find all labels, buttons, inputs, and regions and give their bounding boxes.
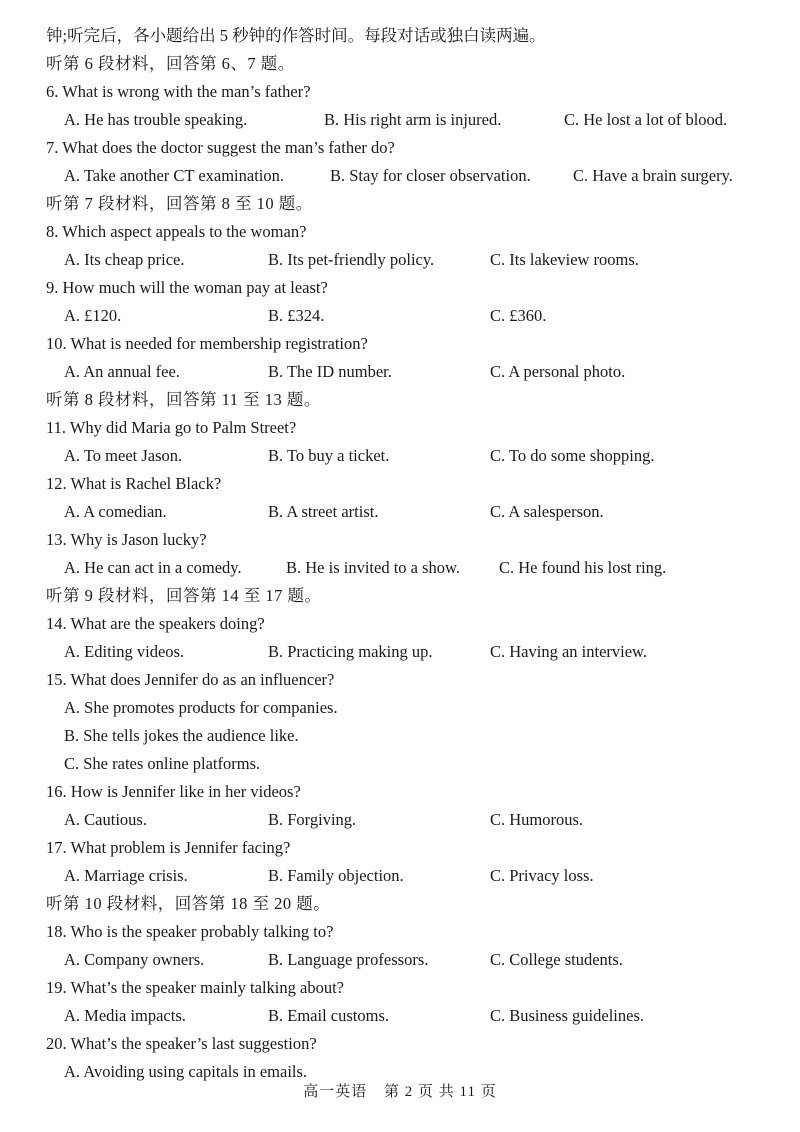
question-16: 16. How is Jennifer like in her videos?: [46, 782, 301, 801]
question-16-options: [46, 806, 780, 834]
question-17-options: [46, 862, 780, 890]
question-10: 10. What is needed for membership registration?: [46, 334, 368, 353]
option-c: C. College students.: [490, 950, 623, 969]
section-8-heading: 听第 8 段材料，回答第 11 至 13 题。: [46, 390, 321, 409]
question-15-option-a: A. She promotes products for companies.: [64, 698, 338, 717]
question-17: 17. What problem is Jennifer facing?: [46, 838, 291, 857]
option-b: B. Stay for closer observation.: [330, 166, 531, 185]
question-10-options: [46, 358, 780, 386]
page-footer: [0, 1080, 800, 1101]
question-7: 7. What does the doctor suggest the man’s father do?: [46, 138, 395, 157]
option-a: A. To meet Jason.: [64, 446, 183, 465]
option-c: C. Its lakeview rooms.: [490, 250, 639, 269]
option-c: C. Have a brain surgery.: [573, 166, 733, 185]
section-9-heading: 听第 9 段材料，回答第 14 至 17 题。: [46, 586, 322, 605]
question-11: 11. Why did Maria go to Palm Street?: [46, 418, 297, 437]
option-a: A. £120.: [64, 306, 122, 325]
option-c: C. He lost a lot of blood.: [564, 110, 728, 129]
option-a: A. Take another CT examination.: [64, 166, 285, 185]
option-c: C. Privacy loss.: [490, 866, 594, 885]
option-a: A. Its cheap price.: [64, 250, 185, 269]
question-18-options: [46, 946, 780, 974]
option-c: C. A salesperson.: [490, 502, 604, 521]
option-b: B. He is invited to a show.: [286, 558, 460, 577]
option-a: A. A comedian.: [64, 502, 167, 521]
footer-page-number: 第 2 页 共 11 页: [384, 1084, 497, 1100]
question-13-options: [46, 554, 780, 582]
option-b: B. A street artist.: [268, 502, 379, 521]
question-9-options: [46, 302, 780, 330]
option-c: C. £360.: [490, 306, 547, 325]
question-14: 14. What are the speakers doing?: [46, 614, 265, 633]
instruction-text: 钟;听完后，各小题给出 5 秒钟的作答时间。每段对话或独白读两遍。: [46, 26, 546, 45]
question-15-option-b: B. She tells jokes the audience like.: [64, 726, 299, 745]
option-b: B. To buy a ticket.: [268, 446, 390, 465]
option-b: B. Family objection.: [268, 866, 404, 885]
option-c: C. To do some shopping.: [490, 446, 655, 465]
question-11-options: [46, 442, 780, 470]
question-19-options: [46, 1002, 780, 1030]
option-b: B. The ID number.: [268, 362, 392, 381]
question-18: 18. Who is the speaker probably talking to?: [46, 922, 334, 941]
option-a: A. Company owners.: [64, 950, 205, 969]
footer-subject: 高一英语: [303, 1084, 368, 1100]
option-a: A. He can act in a comedy.: [64, 558, 242, 577]
question-7-options: [46, 162, 780, 190]
option-a: A. An annual fee.: [64, 362, 180, 381]
question-6: 6. What is wrong with the man’s father?: [46, 82, 311, 101]
question-13: 13. Why is Jason lucky?: [46, 530, 207, 549]
option-b: B. Forgiving.: [268, 810, 357, 829]
section-7-heading: 听第 7 段材料，回答第 8 至 10 题。: [46, 194, 313, 213]
question-15-option-c: C. She rates online platforms.: [64, 754, 261, 773]
option-a: A. He has trouble speaking.: [64, 110, 248, 129]
question-20-option-a: A. Avoiding using capitals in emails.: [64, 1062, 308, 1081]
option-c: C. Having an interview.: [490, 642, 648, 661]
option-b: B. His right arm is injured.: [324, 110, 502, 129]
option-c: C. Business guidelines.: [490, 1006, 645, 1025]
question-19: 19. What’s the speaker mainly talking about?: [46, 978, 344, 997]
option-b: B. £324.: [268, 306, 325, 325]
section-10-heading: 听第 10 段材料，回答第 18 至 20 题。: [46, 894, 331, 913]
section-6-heading: 听第 6 段材料，回答第 6、7 题。: [46, 54, 295, 73]
option-a: A. Marriage crisis.: [64, 866, 188, 885]
option-a: A. Media impacts.: [64, 1006, 186, 1025]
option-b: B. Practicing making up.: [268, 642, 433, 661]
option-b: B. Email customs.: [268, 1006, 389, 1025]
option-a: A. Cautious.: [64, 810, 147, 829]
question-12-options: [46, 498, 780, 526]
question-15: 15. What does Jennifer do as an influencer?: [46, 670, 335, 689]
question-12: 12. What is Rachel Black?: [46, 474, 222, 493]
option-a: A. Editing videos.: [64, 642, 185, 661]
option-c: C. He found his lost ring.: [499, 558, 667, 577]
option-b: B. Language professors.: [268, 950, 429, 969]
question-8: 8. Which aspect appeals to the woman?: [46, 222, 307, 241]
question-9: 9. How much will the woman pay at least?: [46, 278, 328, 297]
option-b: B. Its pet-friendly policy.: [268, 250, 435, 269]
question-8-options: [46, 246, 780, 274]
question-14-options: [46, 638, 780, 666]
question-6-options: [46, 106, 780, 134]
question-20: 20. What’s the speaker’s last suggestion?: [46, 1034, 317, 1053]
option-c: C. Humorous.: [490, 810, 584, 829]
option-c: C. A personal photo.: [490, 362, 626, 381]
